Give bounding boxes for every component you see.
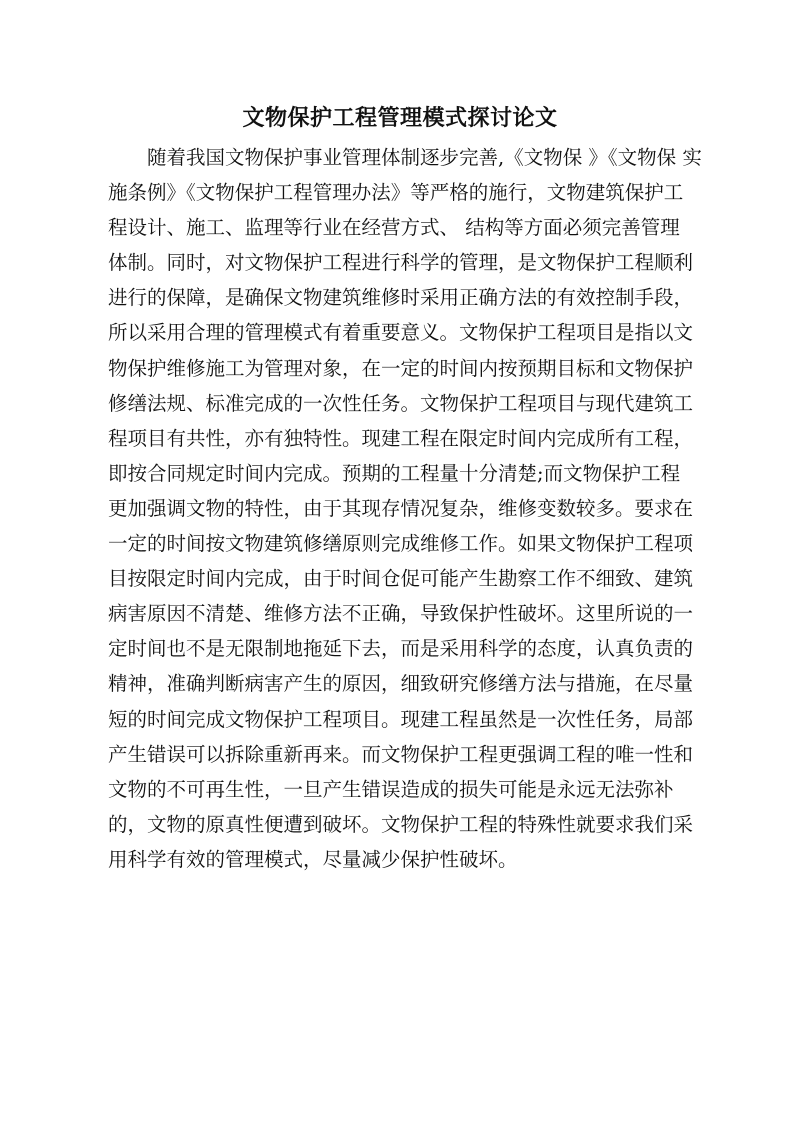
document-title: 文物保护工程管理模式探讨论文 <box>242 105 558 131</box>
body-line: 即按合同规定时间内完成。预期的工程量十分清楚;而文物保护工程 <box>108 461 681 485</box>
body-line: 产生错误可以拆除重新再来。而文物保护工程更强调工程的唯一性和 <box>108 742 694 766</box>
body-line: 定时间也不是无限制地拖延下去，而是采用科学的态度，认真负责的 <box>108 637 694 661</box>
body-line: 用科学有效的管理模式，尽量减少保护性破坏。 <box>108 847 518 871</box>
body-line: 随着我国文物保护事业管理体制逐步完善,《文物保 》《文物保 实 <box>147 146 702 169</box>
body-line: 修缮法规、标准完成的一次性任务。文物保护工程项目与现代建筑工 <box>108 391 694 415</box>
body-line: 一定的时间按文物建筑修缮原则完成维修工作。如果文物保护工程项 <box>108 532 694 556</box>
body-line: 目按限定时间内完成，由于时间仓促可能产生勘察工作不细致、建筑 <box>108 567 694 591</box>
body-line: 所以采用合理的管理模式有着重要意义。文物保护工程项目是指以文 <box>108 321 694 345</box>
body-line: 文物的不可再生性，一旦产生错误造成的损失可能是永远无法弥补 <box>108 777 674 801</box>
body-line: 病害原因不清楚、维修方法不正确，导致保护性破坏。这里所说的一 <box>108 602 694 626</box>
body-line: 短的时间完成文物保护工程项目。现建工程虽然是一次性任务，局部 <box>108 707 694 731</box>
body-line: 精神，准确判断病害产生的原因，细致研究修缮方法与措施，在尽量 <box>108 672 694 696</box>
body-line: 进行的保障，是确保文物建筑维修时采用正确方法的有效控制手段， <box>108 286 694 310</box>
body-line: 更加强调文物的特性，由于其现存情况复杂，维修变数较多。要求在 <box>108 496 694 520</box>
body-line: 程项目有共性，亦有独特性。现建工程在限定时间内完成所有工程， <box>108 426 694 450</box>
body-line: 程设计、施工、监理等行业在经营方式、 结构等方面必须完善管理 <box>108 216 680 240</box>
body-line: 的，文物的原真性便遭到破坏。文物保护工程的特殊性就要求我们采 <box>108 812 694 836</box>
document-body <box>108 140 708 877</box>
body-line: 物保护维修施工为管理对象，在一定的时间内按预期目标和文物保护 <box>108 356 694 380</box>
body-line: 施条例》《文物保护工程管理办法》等严格的施行，文物建筑保护工 <box>108 181 684 205</box>
body-line: 体制。同时，对文物保护工程进行科学的管理，是文物保护工程顺利 <box>108 251 694 275</box>
